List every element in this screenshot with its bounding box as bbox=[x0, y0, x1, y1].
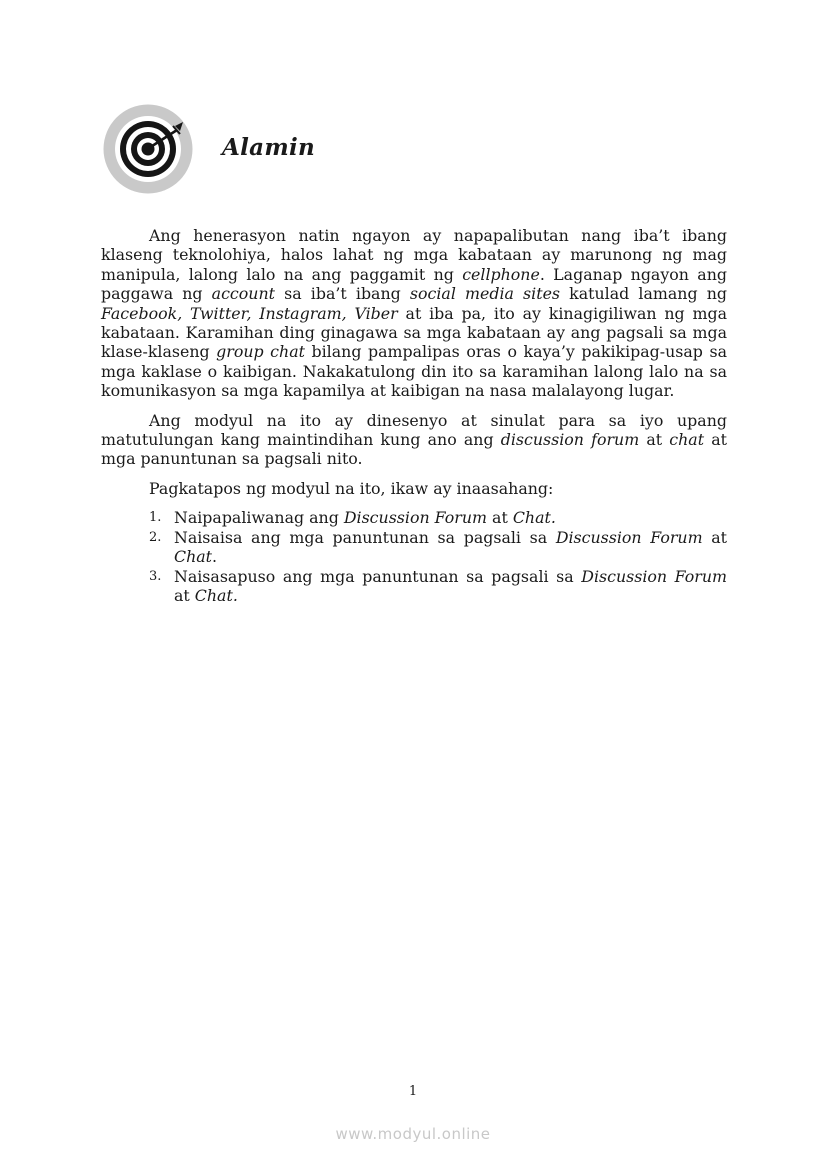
objectives-list bbox=[101, 508, 727, 605]
italic-term: group chat bbox=[216, 342, 305, 362]
intro-paragraph: Ang henerasyon natin ngayon ay napapalibutan nang iba’t ibang klaseng teknolohiya, halos lahat ng mga kabataan ay marunong ng mag manipula, lalong lalo na ang paggamit ng cellphone. Laganap ngayon ang paggawa ng account sa iba’t ibang social media sites katulad lamang ng Facebook, Twitter, Instagram, Viber at iba pa, ito ay kinagigiliwan ng mga kabataan. Karamihan ding ginagawa sa mga kabataan ay ang pagsali sa mga klase-klaseng group chat bilang pampalipas oras o kaya’y pakikipag-usap sa mga kaklase o kaibigan. Nakakatulong din ito sa karamihan lalong lalo na sa komunikasyon sa mga kapamilya at kaibigan na nasa malalayong lugar. bbox=[101, 226, 727, 401]
expectation-paragraph: Pagkatapos ng modyul na ito, ikaw ay inaasahang: bbox=[149, 478, 554, 498]
section-title: Alamin bbox=[222, 134, 316, 161]
italic-term: Chat bbox=[174, 547, 213, 567]
italic-term: discussion forum bbox=[500, 430, 640, 450]
objective-number: 2. bbox=[149, 529, 162, 545]
italic-term: account bbox=[211, 284, 275, 304]
module-body bbox=[101, 226, 727, 605]
objective-text: Naipapaliwanag ang Discussion Forum at Chat. bbox=[174, 508, 556, 528]
purpose-paragraph: Ang modyul na ito ay dinesenyo at sinulat para sa iyo upang matutulungan kang maintindihan kung ano ang discussion forum at chat at mga panuntunan sa pagsali nito. bbox=[101, 410, 727, 469]
page-number: 1 bbox=[408, 1084, 418, 1099]
italic-term: Discussion Forum bbox=[555, 527, 703, 547]
italic-term: Discussion Forum bbox=[581, 566, 727, 586]
objective-item bbox=[149, 508, 727, 527]
italic-term: Chat. bbox=[512, 508, 556, 528]
watermark: www.modyul.online bbox=[335, 1125, 491, 1143]
italic-term: social media sites bbox=[409, 284, 561, 304]
objective-number: 1. bbox=[149, 510, 162, 526]
objective-text: Naisasapuso ang mga panuntunan sa pagsali sa Discussion Forum at Chat. bbox=[174, 566, 727, 605]
objective-text: Naisaisa ang mga panuntunan sa pagsali sa Discussion Forum at Chat. bbox=[174, 527, 727, 567]
italic-term: Discussion Forum bbox=[343, 508, 487, 528]
italic-term: Facebook, Twitter, Instagram, Viber bbox=[101, 303, 398, 323]
italic-term: chat bbox=[669, 430, 705, 450]
target-bullseye-icon bbox=[103, 104, 193, 194]
objective-item bbox=[149, 567, 727, 606]
italic-term: cellphone bbox=[462, 264, 540, 284]
objective-item bbox=[149, 528, 727, 567]
italic-term: Chat. bbox=[194, 585, 238, 605]
objective-number: 3. bbox=[149, 568, 162, 584]
